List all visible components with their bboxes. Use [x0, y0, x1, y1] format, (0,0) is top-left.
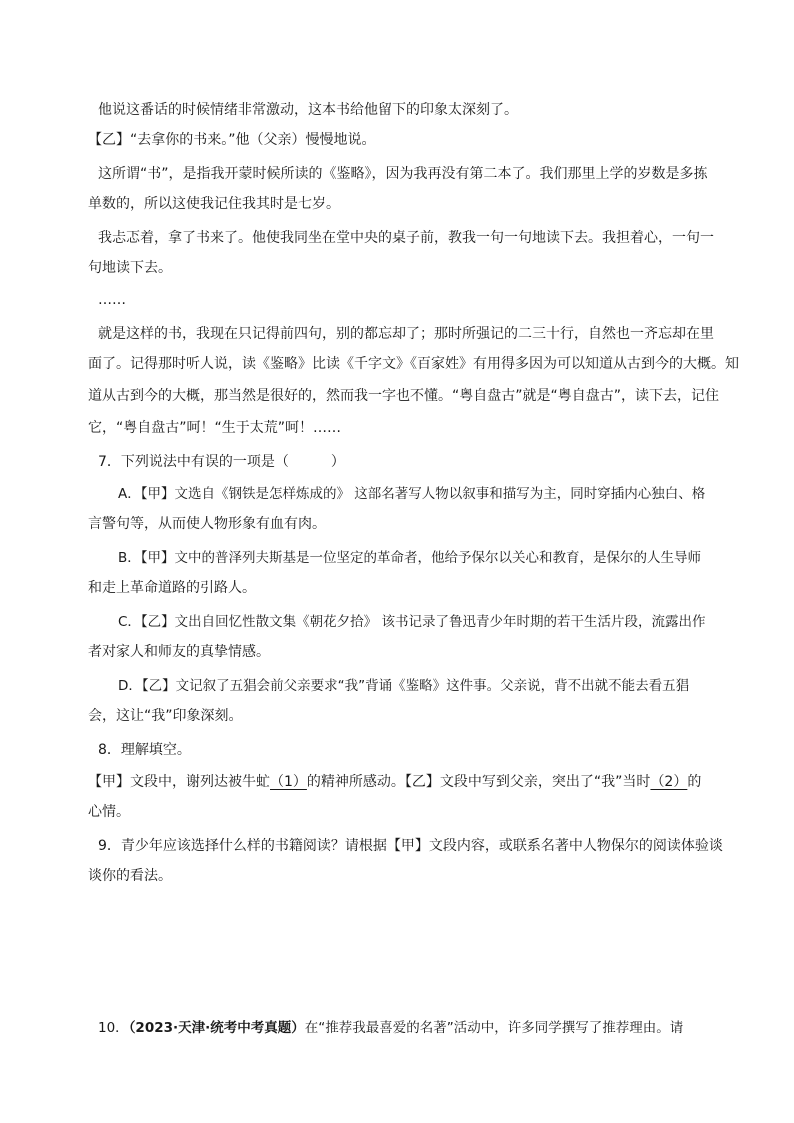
q10-number: 10． [98, 1020, 129, 1036]
passage-paragraph: 他说这番话的时候情绪非常激动，这本书给他留下的印象太深刻了。 [98, 102, 518, 118]
option-b-cont: 和走上革命道路的引路人。 [88, 580, 256, 596]
option-d-cont: 会，这让“我”印象深刻。 [88, 708, 243, 724]
passage-paragraph: 我忐忑着，拿了书来了。他使我同坐在堂中央的桌子前，教我一句一句地读下去。我担着心，一句一 [98, 230, 714, 246]
passage-paragraph: 面了。记得那时听人说，读《鉴略》比读《千字文》《百家姓》有用得多因为可以知道从古到今的大概。知 [88, 356, 739, 372]
question-9-cont: 谈你的看法。 [88, 868, 172, 884]
passage-paragraph: 句地读下去。 [88, 260, 172, 276]
question-7-stem: 7．下列说法中有误的一项是（ ） [98, 454, 345, 470]
option-b: B．【甲】文中的普泽列夫斯基是一位坚定的革命者，他给予保尔以关心和教育，是保尔的人生导师 [118, 550, 702, 566]
option-a-cont: 言警句等，从而使人物形象有血有肉。 [88, 516, 326, 532]
question-9: 9．青少年应该选择什么样的书籍阅读？请根据【甲】文段内容，或联系名著中人物保尔的阅读体验谈 [98, 838, 723, 854]
passage-paragraph: 就是这样的书，我现在只记得前四句，别的都忘却了；那时所强记的二三十行，自然也一齐忘却在里 [98, 326, 714, 342]
q8-text: 的 [687, 774, 702, 790]
question-8-line [88, 772, 701, 792]
passage-paragraph: 它，“粤自盘古”呵！“生于太荒”呵！…… [88, 420, 342, 436]
q8-text: 的精神所感动。【乙】文段中写到父亲，突出了“我”当时 [306, 774, 651, 790]
option-c: C．【乙】文出自回忆性散文集《朝花夕拾》 该书记录了鲁迅青少年时期的若干生活片段，流露出作 [118, 614, 706, 630]
option-d: D．【乙】文记叙了五猖会前父亲要求“我”背诵《鉴略》这件事。父亲说，背不出就不能去看五猖 [118, 678, 690, 694]
blank-2: （2） [650, 774, 688, 790]
q10-source: （2023·天津·统考中考真题） [128, 1020, 305, 1036]
option-a: A．【甲】文选自《钢铁是怎样炼成的》 这部名著写人物以叙事和描写为主，同时穿插内心独白、格 [118, 486, 706, 502]
ellipsis: …… [98, 292, 126, 308]
question-10 [98, 1018, 683, 1038]
passage-paragraph: 【乙】“去拿你的书来。”他（父亲）慢慢地说。 [88, 132, 376, 148]
option-c-cont: 者对家人和师友的真挚情感。 [88, 644, 270, 660]
question-8-cont: 心情。 [88, 804, 130, 820]
passage-paragraph: 单数的，所以这使我记住我其时是七岁。 [88, 196, 340, 212]
question-8-stem: 8．理解填空。 [98, 742, 191, 758]
passage-paragraph: 这所谓“书”，是指我开蒙时候所读的《鉴略》，因为我再没有第二本了。我们那里上学的岁数是多拣 [98, 166, 708, 182]
passage-paragraph: 道从古到今的大概，那当然是很好的，然而我一字也不懂。“粤自盘古”就是“粤自盘古”，读下去，记住 [88, 388, 720, 404]
q8-text: 【甲】文段中，谢列达被牛虻 [88, 774, 270, 790]
q10-text: 在“推荐我最喜爱的名著”活动中，许多同学撰写了推荐理由。请 [304, 1020, 684, 1036]
blank-1: （1） [270, 774, 307, 790]
